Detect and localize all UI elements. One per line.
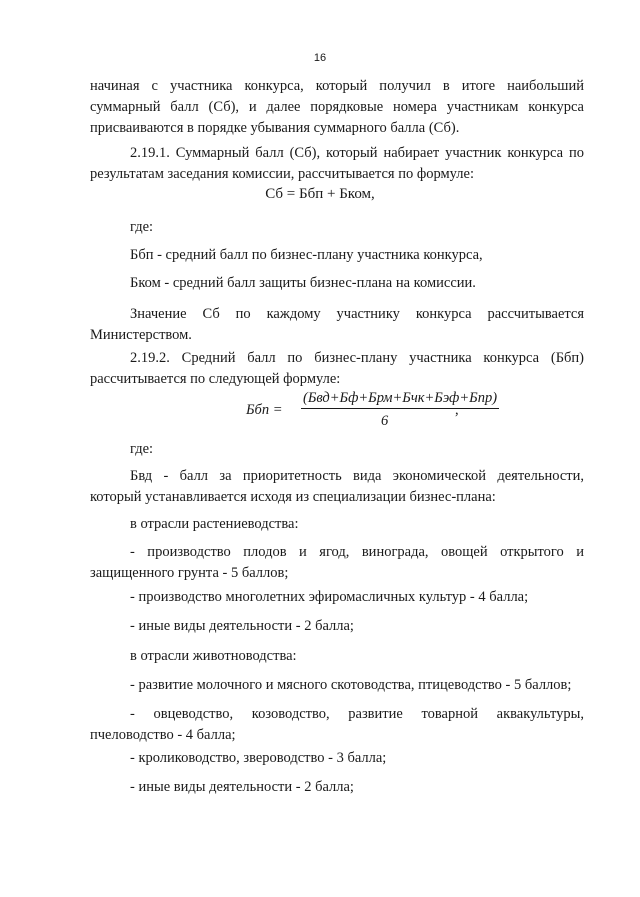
livestock-item-4: - иные виды деятельности - 2 балла;	[130, 779, 354, 795]
crop-item-2: - производство многолетних эфиромасличных культур - 4 балла;	[130, 589, 529, 605]
page-number: 16	[313, 52, 327, 64]
formula-bbp-numerator: (Бвд+Бф+Брм+Бчк+Бэф+Бпр)	[301, 390, 499, 409]
livestock-item-3: - кролиководство, звероводство - 3 балла;	[130, 750, 387, 766]
livestock-item-1: - развитие молочного и мясного скотоводства, птицеводство - 5 баллов;	[130, 677, 572, 693]
definition-bkom: Бком - средний балл защиты бизнес-плана на комиссии.	[130, 275, 476, 291]
crop-item-1: - производство плодов и ягод, винограда, овощей открытого и защищенного грунта - 5 баллов;	[90, 544, 584, 581]
formula-sb: Сб = Ббп + Бком,	[265, 186, 375, 202]
formula-bbp-denominator: 6	[381, 413, 389, 429]
where-label-1: где:	[130, 219, 154, 235]
livestock-item-2: - овцеводство, козоводство, развитие товарной аквакультуры, пчеловодство - 4 балла;	[90, 706, 584, 743]
paragraph-2-19-2: 2.19.2. Средний балл по бизнес-плану участника конкурса (Ббп) рассчитывается по следующей формуле:	[90, 350, 584, 387]
livestock-heading: в отрасли животноводства:	[130, 648, 297, 664]
crop-item-3: - иные виды деятельности - 2 балла;	[130, 618, 354, 634]
paragraph-intro: начиная с участника конкурса, который получил в итоге наибольший суммарный балл (Сб), и далее порядковые номера участникам конкурса присваиваются в порядке убывания суммарного балла (Сб).	[90, 78, 584, 136]
definition-bbp: Ббп - средний балл по бизнес-плану участника конкурса,	[130, 247, 483, 263]
where-label-2: где:	[130, 441, 154, 457]
formula-bbp-comma: ,	[455, 402, 459, 418]
formula-bbp-lhs: Ббп =	[246, 402, 283, 418]
crop-heading: в отрасли растениеводства:	[130, 516, 299, 532]
paragraph-sb-value: Значение Сб по каждому участнику конкурса рассчитывается Министерством.	[90, 306, 584, 343]
definition-bvd: Бвд - балл за приоритетность вида экономической деятельности, который устанавливается исходя из специализации бизнес-плана:	[90, 468, 584, 505]
paragraph-2-19-1: 2.19.1. Суммарный балл (Сб), который набирает участник конкурса по результатам заседания комиссии, рассчитывается по формуле:	[90, 145, 584, 182]
